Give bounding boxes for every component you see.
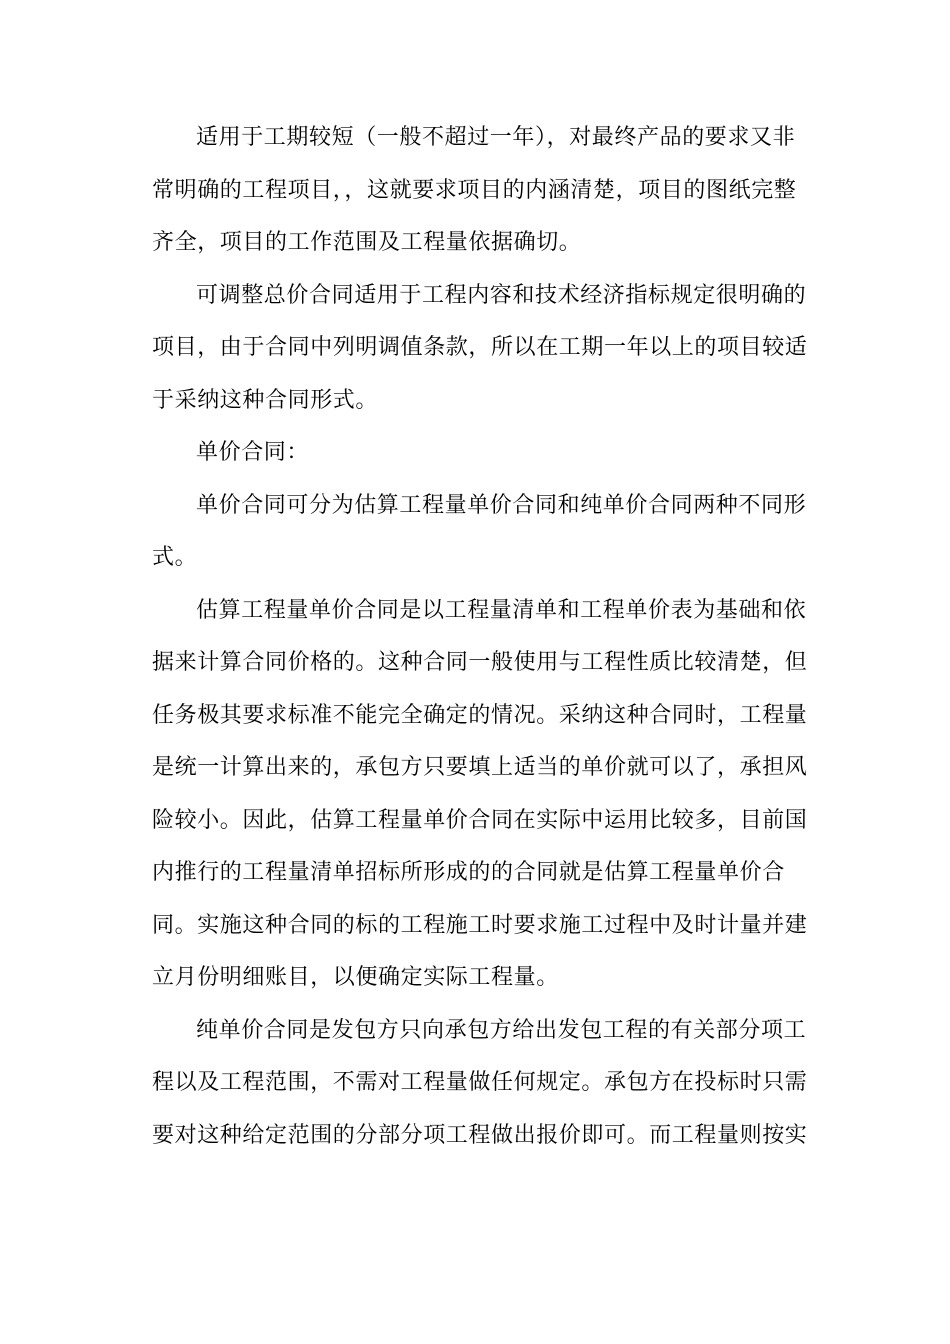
- paragraph-line: 内推行的工程量清单招标所形成的的合同就是估算工程量单价合: [152, 860, 785, 885]
- paragraph-line: 适用于工期较短（一般不超过一年），对最终产品的要求又非: [196, 125, 796, 150]
- paragraph-line: 单价合同可分为估算工程量单价合同和纯单价合同两种不同形: [196, 492, 807, 518]
- paragraph-line: 式。: [152, 545, 198, 570]
- paragraph-line: 要对这种给定范围的分部分项工程做出报价即可。而工程量则按实: [152, 1122, 808, 1148]
- paragraph-line: 程以及工程范围，不需对工程量做任何规定。承包方在投标时只需: [152, 1070, 808, 1095]
- paragraph-line: 可调整总价合同适用于工程内容和技术经济指标规定很明确的: [196, 282, 807, 308]
- paragraph-line: 据来计算合同价格的。这种合同一般使用与工程性质比较清楚，但: [152, 650, 808, 675]
- paragraph-line: 险较小。因此，估算工程量单价合同在实际中运用比较多，目前国: [152, 807, 808, 833]
- section-heading: 单价合同：: [196, 440, 310, 465]
- paragraph-line: 立月份明细账目，以便确定实际工程量。: [152, 965, 559, 990]
- paragraph-line: 项目，由于合同中列明调值条款，所以在工期一年以上的项目较适: [152, 335, 808, 360]
- paragraph-line: 于采纳这种合同形式。: [152, 387, 379, 413]
- paragraph-line: 常明确的工程项目，，这就要求项目的内涵清楚，项目的图纸完整: [152, 177, 797, 203]
- paragraph-line: 估算工程量单价合同是以工程量清单和工程单价表为基础和依: [196, 597, 807, 623]
- paragraph-line: 齐全，项目的工作范围及工程量依据确切。: [152, 230, 582, 255]
- paragraph-line: 任务极其要求标准不能完全确定的情况。采纳这种合同时，工程量: [152, 702, 808, 728]
- paragraph-line: 纯单价合同是发包方只向承包方给出发包工程的有关部分项工: [196, 1017, 807, 1043]
- paragraph-line: 是统一计算出来的，承包方只要填上适当的单价就可以了，承担风: [152, 755, 808, 780]
- paragraph-line: 同。实施这种合同的标的工程施工时要求施工过程中及时计量并建: [152, 912, 808, 938]
- document-body: [152, 112, 808, 1162]
